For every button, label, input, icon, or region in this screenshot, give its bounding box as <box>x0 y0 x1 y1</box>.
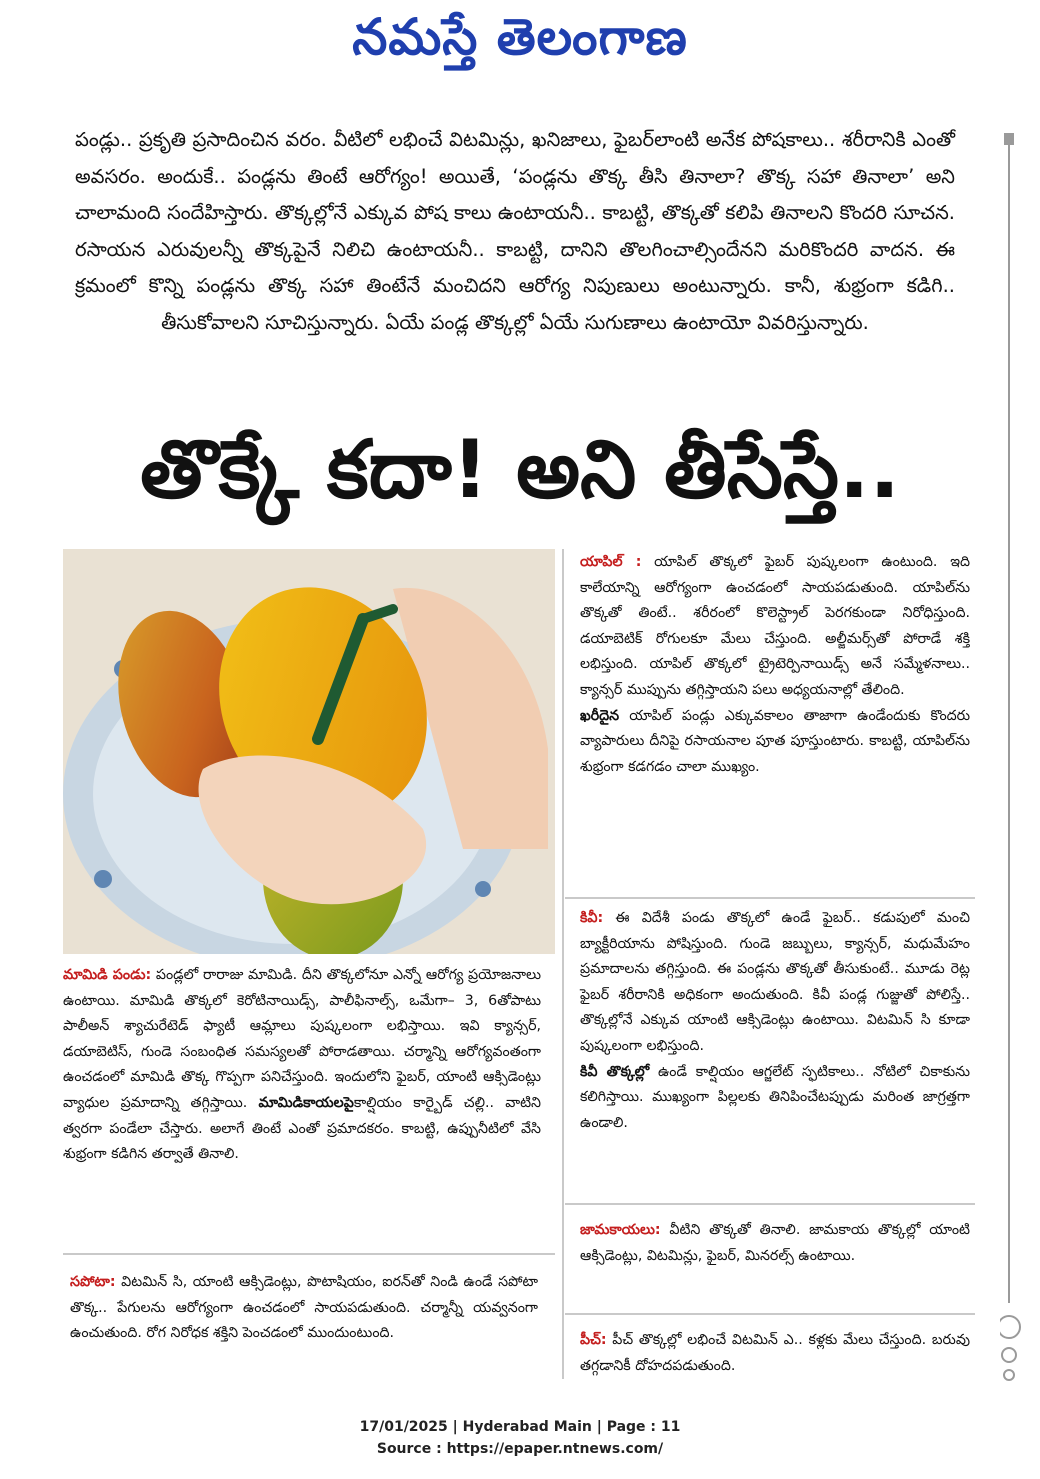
guava-text: వీటిని తొక్కతో తినాలి. జామకాయ తొక్కల్లో యాంటి ఆక్సిడెంట్లు, విటమిన్లు, ఫైబర్, మినరల్స్ ఉంటాయి. <box>580 1222 970 1264</box>
kiwi-section <box>580 906 970 1136</box>
apple-text: యాపిల్ తొక్కలో ఫైబర్ పుష్కలంగా ఉంటుంది. ఇది కాలేయాన్ని ఆరోగ్యంగా ఉంచడంలో సాయపడుతుంది. యాపిల్‌ను తొక్కతో తింటే.. శరీరంలో కొలెస్ట్రాల్ పెరగకుండా నిరోధిస్తుంది. డయాబెటిక్ రోగులకూ మేలు చేస్తుంది. అల్జీమర్స్‌తో పోరాడే శక్తి లభిస్తుంది. యాపిల్ తొక్కలో ట్రైటెర్పినాయిడ్స్ అనే సమ్మేళనాలు.. క్యాన్సర్ ముప్పును తగ్గిస్తాయని పలు అధ్యయనాల్లో తేలింది. <box>580 554 970 698</box>
mango-section <box>63 963 541 1168</box>
mango-bold: మామిడికాయలపై <box>258 1094 354 1111</box>
mango-text: పండ్లలో రారాజు మామిడి. దీని తొక్కలోనూ ఎన్నో ఆరోగ్య ప్రయోజనాలు ఉంటాయి. మామిడి తొక్కలో కెరోటినాయిడ్స్, పాలీఫినాల్స్, ఒమేగా– 3, 6తోపాటు పాలీఅన్ శ్యాచురేటెడ్ ఫ్యాటీ ఆమ్లాలు పుష్కలంగా లభిస్తాయి. ఇవి క్యాన్సర్, డయాబెటిస్, గుండె సంబంధిత సమస్యలతో పోరాడతాయి. చర్మాన్ని ఆరోగ్యవంతంగా ఉంచడంలో మామిడి తొక్క గొప్పగా పనిచేస్తుంది. ఇందులోని ఫైబర్, యాంటి ఆక్సిడెంట్లు వ్యాధుల ప్రమాదాన్ని తగ్గిస్తాయి. <box>63 967 542 1111</box>
kiwi-bold: కివీ తొక్కల్లో <box>580 1063 650 1080</box>
page-scrollbar[interactable] <box>1000 133 1024 1383</box>
sapota-section <box>70 1270 538 1347</box>
footer-source: Source : https://epaper.ntnews.com/ <box>376 1441 664 1457</box>
apple-lead: యాపిల్ : <box>580 554 642 570</box>
apple-section <box>580 550 970 780</box>
apple-bold: ఖరీదైన <box>580 707 620 724</box>
article-headline: తొక్కే కదా! అని తీసేస్తే.. <box>140 423 900 516</box>
peach-lead: పీచ్: <box>580 1332 607 1348</box>
rule-mango-sapota <box>63 1253 555 1255</box>
peach-section <box>580 1328 970 1379</box>
kiwi-text-2: ఉండే కాల్షియం ఆగ్జలేట్ స్ఫటికాలు.. నోటిలో చికాకును కలిగిస్తాయి. ముఖ్యంగా పిల్లలకు తినిపించేటప్పుడు మరింత జాగ్రత్తగా ఉండాలి. <box>580 1063 970 1131</box>
masthead-title: నమస్తే తెలంగాణ <box>352 8 688 66</box>
sapota-lead: సపోటా: <box>70 1274 116 1290</box>
mango-photo-illustration <box>63 549 555 954</box>
rule-guava-peach <box>565 1313 975 1315</box>
rule-kiwi-guava <box>565 1203 975 1205</box>
footer-date-edition: 17/01/2025 | Hyderabad Main | Page : 11 <box>359 1419 681 1435</box>
apple-text-2: యాపిల్ పండ్లు ఎక్కువకాలం తాజాగా ఉండేందుకు కొందరు వ్యాపారులు దీనిపై రసాయనాల పూత పూస్తుంటారు. కాబట్టి, యాపిల్‌ను శుభ్రంగా కడగడం చాలా ముఖ్యం. <box>580 707 970 775</box>
kiwi-lead: కివీ: <box>580 910 604 926</box>
guava-lead: జామకాయలు: <box>580 1222 661 1238</box>
rule-apple-kiwi <box>565 897 975 899</box>
mango-peeling-photo <box>63 549 555 954</box>
kiwi-text: ఈ విదేశీ పండు తొక్కలో ఉండే ఫైబర్.. కడుపులో మంచి బ్యాక్టీరియాను పోషిస్తుంది. గుండె జబ్బులు, క్యాన్సర్, మధుమేహం ప్రమాదాలను తగ్గిస్తుంది. ఈ పండ్లను తొక్కతో తీసుకుంటే.. మూడు రెట్ల ఫైబర్ శరీరానికి అధికంగా అందుతుంది. కివీ పండ్ల గుజ్జుతో పోలిస్తే.. తొక్కల్లోనే ఎక్కువ యాంటి ఆక్సిడెంట్లు ఉంటాయి. విటమిన్ సి కూడా పుష్కలంగా లభిస్తుంది. <box>580 910 970 1054</box>
scrollbar-track <box>1000 133 1024 1383</box>
sapota-text: విటమిన్ సి, యాంటి ఆక్సిడెంట్లు, పొటాషియం, ఐరన్‌తో నిండి ఉండే సపోటా తొక్క.. పేగులను ఆరోగ్యంగా ఉంచడంలో సాయపడుతుంది. చర్మాన్నీ యవ్వనంగా ఉంచుతుంది. రోగ నిరోధక శక్తిని పెంచడంలో ముందుంటుంది. <box>70 1274 538 1342</box>
guava-section <box>580 1218 970 1269</box>
mango-text-2: కాల్షియం కార్బైడ్ చల్లి.. వాటిని త్వరగా పండేలా చేస్తారు. అలాగే తింటే ఎంతో ప్రమాదకరం. కాబట్టి, ఉప్పునీటిలో వేసి శుభ్రంగా కడిగిన తర్వాతే తినాలి. <box>63 1094 542 1163</box>
intro-paragraph: పండ్లు.. ప్రకృతి ప్రసాదించిన వరం. వీటిలో లభించే విటమిన్లు, ఖనిజాలు, ఫైబర్‌లాంటి అనేక పోషకాలు.. శరీరానికి ఎంతో అవసరం. అందుకే.. పండ్లను తింటే ఆరోగ్యం! అయితే, ‘పండ్లను తొక్క తీసి తినాలా? తొక్క సహా తినాలా’ అని చాలామంది సందేహిస్తారు. తొక్కల్లోనే ఎక్కువ పోష కాలు ఉంటాయనీ.. కాబట్టి, తొక్కతో కలిపి తినాలని కొందరి సూచన. రసాయన ఎరువులన్నీ తొక్కపైనే నిలిచి ఉంటాయనీ.. కాబట్టి, దానిని తొలగించాల్సిందేనని మరికొందరి వాదన. ఈ క్రమంలో కొన్ని పండ్లను తొక్క సహా తింటేనే మంచిదని ఆరోగ్య నిపుణులు అంటున్నారు. కానీ, శుభ్రంగా కడిగి.. తీసుకోవాలని సూచిస్తున్నారు. ఏయే పండ్ల తొక్కల్లో ఏయే సుగుణాలు ఉంటాయో వివరిస్తున్నారు. <box>75 128 955 334</box>
mango-lead: మామిడి పండు: <box>63 967 152 983</box>
column-divider <box>562 549 564 1379</box>
peach-text: పీచ్ తొక్కల్లో లభించే విటమిన్ ఎ.. కళ్లకు మేలు చేస్తుంది. బరువు తగ్గడానికీ దోహదపడుతుంది. <box>580 1332 970 1374</box>
